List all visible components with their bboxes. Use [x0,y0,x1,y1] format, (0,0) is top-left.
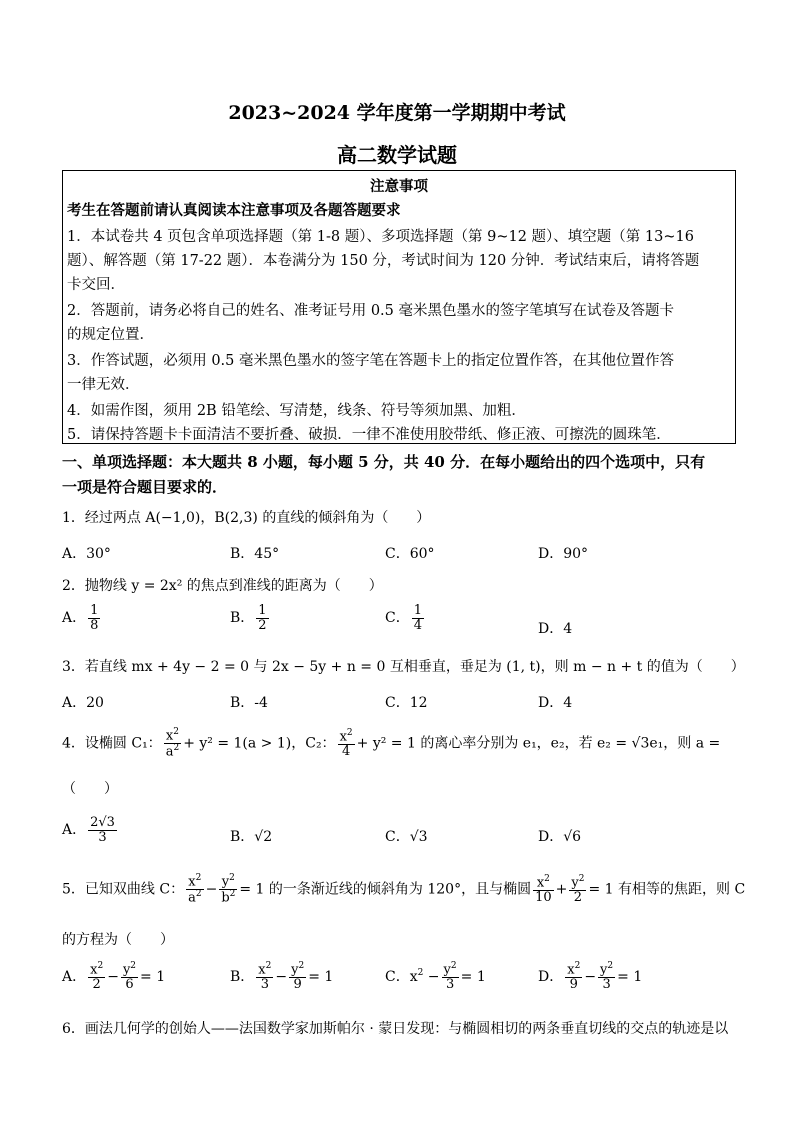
question-3: 3．若直线 mx + 4y − 2 = 0 与 2x − 5y + n = 0 互相垂直，垂足为 (1, t)，则 m − n + t 的值为（ ） [62,659,745,675]
notice-line: 2．答题前，请务必将自己的姓名、准考证号用 0.5 毫米黑色墨水的签字笔填写在试卷及答题卡 [67,303,674,319]
q1-option-c: C．60° [385,546,435,562]
q2-option-a: A． $\frac{1}{8}$ [62,603,99,633]
question-1: 1．经过两点 A(−1,0)，B(2,3) 的直线的倾斜角为（ ） [62,510,431,526]
q5-line2: 的方程为（ ） [62,932,174,948]
q3-option-d: D．4 [538,695,573,711]
page-subtitle: 高二数学试题 [337,143,457,167]
q1-option-b: B．45° [230,546,280,562]
notice-line: 一律无效． [67,377,140,393]
q1-option-d: D．90° [538,546,589,562]
q2-option-c: C． $\frac{1}{4}$ [385,603,422,633]
question-4: 4．设椭圆 C₁： $\frac{x^2}{a^2}$ + y² = 1(a > 1)，C₂： $\frac{x^2}{4}$ + y² = 1 的离心率分别为 e₁，e₂，若 e₂ = √3e₁，则 a = [62,727,721,760]
q1-option-a: A．30° [62,546,111,562]
notice-box [62,170,736,444]
section-heading: 一、单项选择题：本大题共 8 小题，每小题 5 分，共 40 分．在每小题给出的四个选项中，只有 [62,453,706,471]
notice-line: 题）、解答题（第 17-22 题）．本卷满分为 150 分，考试时间为 120 分钟．考试结束后，请将答题 [67,253,700,269]
q5-option-d: D． $\frac{x^2}{9}$ − $\frac{y^2}{3}$ = 1 [538,961,643,992]
notice-line: 1．本试卷共 4 页包含单项选择题（第 1-8 题）、多项选择题（第 9~12 题）、填空题（第 13~16 [67,229,694,245]
notice-heading: 注意事项 [370,178,428,195]
notice-line: 5．请保持答题卡卡面清洁不要折叠、破损．一律不准使用胶带纸、修正液、可擦洗的圆珠笔． [67,427,671,443]
q2-option-b: B． $\frac{1}{2}$ [230,603,267,633]
section-heading-cont: 一项是符合题目要求的． [62,478,228,496]
q2-option-d: D．4 [538,621,573,637]
q5-option-b: B． $\frac{x^2}{3}$ − $\frac{y^2}{9}$ = 1 [230,961,334,992]
q4-option-b: B．√2 [230,829,273,845]
q5-option-c: C．$x^2$ − $\frac{y^2}{3}$ = 1 [385,961,486,992]
q4-option-d: D．√6 [538,829,582,845]
notice-subheading: 考生在答题前请认真阅读本注意事项及各题答题要求 [67,202,401,219]
q4-option-a: A． $\frac{2√3}{3}$ [62,815,115,845]
q3-option-a: A．20 [62,695,104,711]
q4-paren: （ ） [62,781,118,797]
notice-line: 4．如需作图，须用 2B 铅笔绘、写清楚，线条、符号等须加黑、加粗． [67,403,526,419]
q5-option-a: A． $\frac{x^2}{2}$ − $\frac{y^2}{6}$ = 1 [62,961,166,992]
question-2: 2．抛物线 y = 2x² 的焦点到准线的距离为（ ） [62,578,383,594]
q4-option-c: C．√3 [385,829,428,845]
q3-option-c: C．12 [385,695,428,711]
page-title: 2023~2024 学年度第一学期期中考试 [228,102,566,124]
question-6: 6．画法几何学的创始人——法国数学家加斯帕尔 · 蒙日发现：与椭圆相切的两条垂直切线的交点的轨迹是以 [62,1021,729,1037]
notice-line: 的规定位置． [67,327,154,343]
notice-line: 3．作答试题，必须用 0.5 毫米黑色墨水的签字笔在答题卡上的指定位置作答，在其他位置作答 [67,353,674,369]
q3-option-b: B．-4 [230,695,268,711]
question-5: 5．已知双曲线 C： $\frac{x^2}{a^2}$ − $\frac{y^2}{b^2}$ = 1 的一条渐近线的倾斜角为 120°，且与椭圆 $\frac{x^2}{10}$ + $\frac{y^2}{2}$ = 1 有相等的焦距，则 C [62,873,746,906]
notice-line: 卡交回． [67,277,125,293]
